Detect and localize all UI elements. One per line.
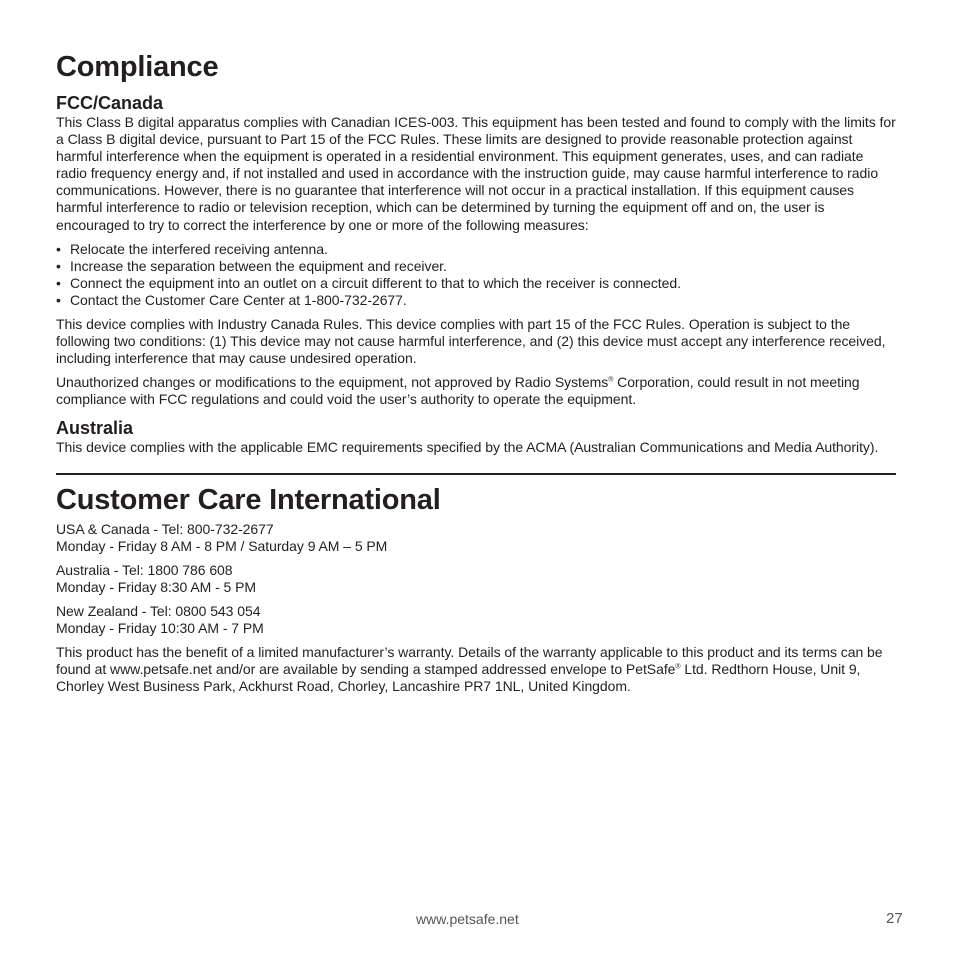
customer-care-section	[56, 481, 896, 696]
page-content	[56, 48, 896, 695]
customer-care-title: Customer Care International	[56, 483, 441, 516]
compliance-title: Compliance	[56, 51, 219, 83]
unauthorized-changes-paragraph	[56, 374, 896, 408]
registered-mark: ®	[608, 376, 614, 384]
warranty-text-part2: Ltd. Redthorn House, Unit 9, Chorley West Business Park, Ackhurst Road, Chorley, Lancashire PR7 1NL, United Kingdom.	[56, 661, 861, 695]
footer-url: www.petsafe.net	[416, 911, 519, 927]
list-item: • Increase the separation between the equipment and receiver.	[56, 258, 896, 275]
warranty-paragraph	[56, 644, 896, 695]
registered-mark: ®	[675, 663, 681, 671]
fcc-canada-heading: FCC/Canada	[56, 93, 164, 113]
contact-phone: Australia - Tel: 1800 786 608	[56, 561, 233, 578]
contact-australia	[56, 562, 896, 596]
australia-paragraph: This device complies with the applicable EMC requirements specified by the ACMA (Australian Communications and Media Authority).	[56, 438, 879, 455]
australia-heading: Australia	[56, 417, 134, 438]
section-divider	[56, 473, 896, 475]
unauthorized-text-part1: Unauthorized changes or modifications to the equipment, not approved by Radio Systems	[56, 374, 609, 391]
compliance-section	[56, 48, 896, 456]
contact-phone: USA & Canada - Tel: 800-732-2677	[56, 520, 274, 537]
contact-new-zealand	[56, 603, 896, 637]
measures-list	[56, 241, 896, 309]
warranty-text-part1: This product has the benefit of a limited manufacturer’s warranty. Details of the warranty applicable to this product and its terms can be found at www.petsafe.net and/or are available by sending a stamped addressed envelope to PetSafe	[56, 644, 883, 678]
contact-hours: Monday - Friday 10:30 AM - 7 PM	[56, 620, 264, 637]
unauthorized-text-part2: Corporation, could result in not meeting compliance with FCC regulations and could void the user’s authority to operate the equipment.	[56, 374, 860, 408]
contact-phone: New Zealand - Tel: 0800 543 054	[56, 602, 261, 619]
page-number: 27	[886, 910, 903, 927]
fcc-intro-paragraph: This Class B digital apparatus complies with Canadian ICES-003. This equipment has been tested and found to comply with the limits for a Class B digital device, pursuant to Part 15 of the FCC Rules. These limits are designed to provide reasonable protection against harmful interference when the equipment is operated in a residential environment. This equipment generates, uses, and can radiate radio frequency energy and, if not installed and used in accordance with the instruction guide, may cause harmful interference to radio communications. However, there is no guarantee that interference will not occur in a practical installation. If this equipment causes harmful interference to radio or television reception, which can be determined by turning the equipment off and on, the user is encouraged to try to correct the interference by one or more of the following measures:	[56, 114, 896, 233]
contact-hours: Monday - Friday 8 AM - 8 PM / Saturday 9 AM – 5 PM	[56, 537, 388, 554]
industry-canada-paragraph: This device complies with Industry Canada Rules. This device complies with part 15 of the FCC Rules. Operation is subject to the following two conditions: (1) This device may not cause harmful interference, and (2) this device must accept any interference received, including interference that may cause undesired operation.	[56, 316, 886, 367]
list-item: • Connect the equipment into an outlet on a circuit different to that to which the receiver is connected.	[56, 275, 896, 292]
contact-usa-canada	[56, 521, 896, 555]
contact-hours: Monday - Friday 8:30 AM - 5 PM	[56, 578, 257, 595]
list-item: • Contact the Customer Care Center at 1-800-732-2677.	[56, 292, 896, 309]
list-item: • Relocate the interfered receiving antenna.	[56, 241, 896, 258]
